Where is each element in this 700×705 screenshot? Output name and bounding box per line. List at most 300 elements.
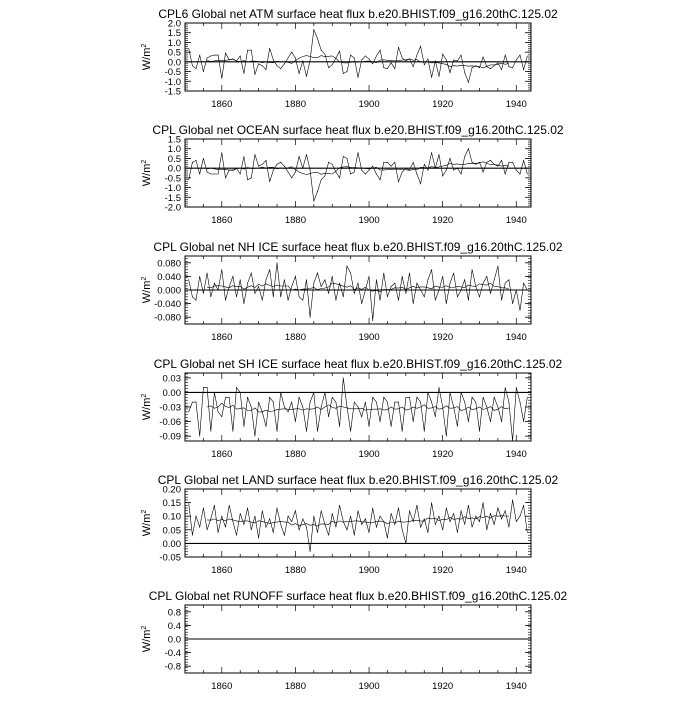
data-point xyxy=(324,392,325,393)
data-point xyxy=(306,527,307,528)
data-point xyxy=(299,296,300,297)
data-point xyxy=(339,177,340,178)
data-point xyxy=(523,283,524,284)
data-point xyxy=(302,60,303,61)
data-point xyxy=(302,168,303,169)
y-axis-label xyxy=(141,626,153,653)
data-point xyxy=(317,38,318,39)
data-point xyxy=(313,283,314,284)
data-point xyxy=(512,499,513,500)
x-tick-label: 1940 xyxy=(505,99,527,110)
panel-title: CPL6 Global net ATM surface heat flux b.e20.BHIST.f09_g16.20thC.125.02 xyxy=(158,7,558,21)
y-axis-label-unit: W/m xyxy=(141,513,153,537)
data-point xyxy=(520,639,521,640)
data-point xyxy=(203,158,204,159)
data-point xyxy=(196,402,197,403)
data-point xyxy=(251,407,252,408)
data-point xyxy=(365,56,366,57)
data-point xyxy=(343,296,344,297)
data-point xyxy=(516,290,517,291)
data-point xyxy=(446,60,447,61)
data-point xyxy=(391,513,392,514)
data-point xyxy=(210,431,211,432)
data-point xyxy=(365,402,366,403)
plot-frame xyxy=(185,489,531,557)
data-point xyxy=(266,279,267,280)
data-point xyxy=(218,55,219,56)
y-axis-label xyxy=(141,277,153,304)
annual-series-line xyxy=(189,263,528,321)
y-tick-label: -1.0 xyxy=(164,183,181,195)
annual-series-line xyxy=(189,30,528,83)
x-tick-label: 1880 xyxy=(284,99,306,110)
data-point xyxy=(413,521,414,522)
data-point xyxy=(354,172,355,173)
data-point xyxy=(520,310,521,311)
data-point xyxy=(280,392,281,393)
data-point xyxy=(435,300,436,301)
data-point xyxy=(336,300,337,301)
data-point xyxy=(350,516,351,517)
data-point xyxy=(442,407,443,408)
data-point xyxy=(523,69,524,70)
data-point xyxy=(461,510,462,511)
data-point xyxy=(332,164,333,165)
data-point xyxy=(509,402,510,403)
data-point xyxy=(450,521,451,522)
y-tick-label: 0.20 xyxy=(162,484,181,496)
data-point xyxy=(229,505,230,506)
data-point xyxy=(424,431,425,432)
data-point xyxy=(225,527,226,528)
data-point xyxy=(229,397,230,398)
data-point xyxy=(321,407,322,408)
data-point xyxy=(255,516,256,517)
data-point xyxy=(240,279,241,280)
data-point xyxy=(262,510,263,511)
data-point xyxy=(394,68,395,69)
data-point xyxy=(486,276,487,277)
data-point xyxy=(288,300,289,301)
data-point xyxy=(376,56,377,57)
panel-title: CPL Global net NH ICE surface heat flux b.e20.BHIST.f09_g16.20thC.125.02 xyxy=(153,240,563,254)
data-point xyxy=(402,58,403,59)
data-point xyxy=(214,55,215,56)
data-point xyxy=(280,68,281,69)
y-tick-label: 1.0 xyxy=(167,37,181,49)
y-tick-label: 0.8 xyxy=(167,607,181,619)
data-point xyxy=(269,397,270,398)
data-point xyxy=(486,162,487,163)
data-point xyxy=(313,516,314,517)
data-point xyxy=(203,508,204,509)
data-point xyxy=(247,397,248,398)
data-point xyxy=(387,402,388,403)
data-point xyxy=(490,160,491,161)
y-tick-label: -0.5 xyxy=(164,67,181,79)
data-point xyxy=(332,276,333,277)
data-point xyxy=(398,181,399,182)
data-point xyxy=(512,639,513,640)
data-point xyxy=(280,296,281,297)
data-point xyxy=(192,639,193,640)
data-point xyxy=(516,170,517,171)
x-tick-label: 1920 xyxy=(432,565,454,576)
data-point xyxy=(243,303,244,304)
y-tick-label: 0.00 xyxy=(162,538,181,550)
y-axis-label xyxy=(141,44,153,71)
data-point xyxy=(431,77,432,78)
data-point xyxy=(376,527,377,528)
data-point xyxy=(413,162,414,163)
y-axis-label xyxy=(141,510,153,537)
data-point xyxy=(284,166,285,167)
x-tick-label: 1920 xyxy=(432,681,454,692)
y-axis-label-superscript: 2 xyxy=(141,276,148,281)
data-point xyxy=(402,431,403,432)
data-point xyxy=(232,521,233,522)
data-point xyxy=(405,397,406,398)
data-point xyxy=(383,273,384,274)
panel-1 xyxy=(141,7,558,110)
data-point xyxy=(464,72,465,73)
data-point xyxy=(402,172,403,173)
y-tick-label: 0.0 xyxy=(167,634,181,646)
data-point xyxy=(376,402,377,403)
x-tick-label: 1880 xyxy=(284,332,306,343)
data-point xyxy=(486,407,487,408)
data-point xyxy=(251,177,252,178)
data-point xyxy=(221,516,222,517)
data-point xyxy=(520,402,521,403)
data-point xyxy=(203,71,204,72)
data-point xyxy=(225,177,226,178)
panel-2 xyxy=(141,123,564,226)
data-point xyxy=(299,529,300,530)
data-point xyxy=(479,296,480,297)
data-point xyxy=(380,516,381,517)
data-point xyxy=(490,68,491,69)
data-point xyxy=(501,519,502,520)
data-point xyxy=(196,300,197,301)
y-tick-label: -0.09 xyxy=(159,431,181,443)
y-tick-label: -0.4 xyxy=(164,648,181,660)
data-point xyxy=(523,639,524,640)
data-point xyxy=(369,426,370,427)
data-point xyxy=(516,639,517,640)
data-point xyxy=(509,527,510,528)
data-point xyxy=(442,54,443,55)
data-point xyxy=(372,166,373,167)
data-point xyxy=(483,397,484,398)
data-point xyxy=(339,426,340,427)
y-tick-label: -1.0 xyxy=(164,76,181,88)
data-point xyxy=(306,154,307,155)
data-point xyxy=(196,516,197,517)
data-point xyxy=(236,296,237,297)
y-tick-label: 0.15 xyxy=(162,498,181,510)
data-point xyxy=(214,283,215,284)
data-point xyxy=(442,176,443,177)
data-point xyxy=(291,521,292,522)
data-point xyxy=(361,524,362,525)
data-point xyxy=(479,162,480,163)
plot-frame xyxy=(185,139,531,207)
data-point xyxy=(255,293,256,294)
data-point xyxy=(464,279,465,280)
data-point xyxy=(262,65,263,66)
data-point xyxy=(247,179,248,180)
data-point xyxy=(358,283,359,284)
data-point xyxy=(225,53,226,54)
y-tick-label: 0.040 xyxy=(157,271,181,283)
data-point xyxy=(207,273,208,274)
plot-frame xyxy=(185,23,531,91)
data-point xyxy=(317,532,318,533)
data-point xyxy=(269,181,270,182)
data-point xyxy=(483,172,484,173)
data-point xyxy=(505,283,506,284)
y-tick-label: -0.06 xyxy=(159,417,181,429)
x-tick-label: 1880 xyxy=(284,565,306,576)
data-point xyxy=(439,516,440,517)
data-point xyxy=(291,52,292,53)
data-point xyxy=(354,58,355,59)
data-point xyxy=(262,164,263,165)
data-point xyxy=(251,529,252,530)
data-point xyxy=(497,508,498,509)
data-point xyxy=(372,397,373,398)
y-axis-label-superscript: 2 xyxy=(141,509,148,514)
data-point xyxy=(435,168,436,169)
data-point xyxy=(192,535,193,536)
data-point xyxy=(372,508,373,509)
data-point xyxy=(475,402,476,403)
data-point xyxy=(428,279,429,280)
data-point xyxy=(439,76,440,77)
data-point xyxy=(468,505,469,506)
data-point xyxy=(277,262,278,263)
data-point xyxy=(343,73,344,74)
data-point xyxy=(203,293,204,294)
data-point xyxy=(310,317,311,318)
data-point xyxy=(494,65,495,66)
data-point xyxy=(350,431,351,432)
data-point xyxy=(313,392,314,393)
data-point xyxy=(461,392,462,393)
data-point xyxy=(527,397,528,398)
y-axis-label-superscript: 2 xyxy=(141,159,148,164)
data-point xyxy=(295,510,296,511)
y-tick-label: -0.5 xyxy=(164,173,181,185)
data-point xyxy=(240,56,241,57)
data-point xyxy=(468,82,469,83)
data-point xyxy=(520,55,521,56)
data-point xyxy=(446,170,447,171)
y-tick-label: -1.5 xyxy=(164,192,181,204)
data-point xyxy=(383,397,384,398)
data-point xyxy=(269,48,270,49)
data-point xyxy=(461,55,462,56)
data-point xyxy=(461,174,462,175)
data-point xyxy=(413,66,414,67)
data-point xyxy=(527,532,528,533)
panel-title: CPL Global net LAND surface heat flux b.e20.BHIST.f09_g16.20thC.125.02 xyxy=(157,473,559,487)
data-point xyxy=(306,431,307,432)
data-point xyxy=(214,174,215,175)
data-point xyxy=(472,527,473,528)
data-point xyxy=(277,65,278,66)
data-point xyxy=(457,426,458,427)
data-point xyxy=(509,162,510,163)
data-point xyxy=(435,524,436,525)
data-point xyxy=(291,402,292,403)
data-point xyxy=(369,170,370,171)
data-point xyxy=(199,527,200,528)
data-point xyxy=(192,162,193,163)
data-point xyxy=(472,397,473,398)
data-point xyxy=(192,402,193,403)
data-point xyxy=(221,152,222,153)
data-point xyxy=(387,162,388,163)
data-point xyxy=(218,532,219,533)
data-point xyxy=(420,527,421,528)
data-point xyxy=(497,62,498,63)
data-point xyxy=(350,55,351,56)
y-tick-label: 0.0 xyxy=(167,163,181,175)
data-point xyxy=(402,276,403,277)
y-tick-label: -0.080 xyxy=(154,312,181,324)
data-point xyxy=(479,431,480,432)
data-point xyxy=(391,286,392,287)
data-point xyxy=(523,505,524,506)
y-axis-label-unit: W/m xyxy=(141,47,153,71)
data-point xyxy=(464,402,465,403)
data-point xyxy=(512,303,513,304)
y-axis-label xyxy=(141,160,153,187)
data-point xyxy=(203,639,204,640)
data-point xyxy=(280,524,281,525)
data-point xyxy=(361,60,362,61)
data-point xyxy=(321,179,322,180)
data-point xyxy=(347,529,348,530)
data-point xyxy=(391,166,392,167)
data-point xyxy=(350,273,351,274)
data-point xyxy=(475,65,476,66)
data-point xyxy=(295,172,296,173)
data-point xyxy=(255,154,256,155)
data-point xyxy=(207,58,208,59)
data-point xyxy=(501,300,502,301)
data-point xyxy=(273,402,274,403)
data-point xyxy=(196,639,197,640)
y-tick-label: -2.0 xyxy=(164,202,181,214)
data-point xyxy=(277,431,278,432)
data-point xyxy=(284,279,285,280)
data-point xyxy=(398,300,399,301)
data-point xyxy=(435,416,436,417)
data-point xyxy=(457,60,458,61)
data-point xyxy=(328,416,329,417)
y-tick-label: -0.03 xyxy=(159,402,181,414)
y-tick-label: 1.5 xyxy=(167,28,181,40)
data-point xyxy=(464,156,465,157)
data-point xyxy=(188,48,189,49)
data-point xyxy=(288,172,289,173)
data-point xyxy=(483,502,484,503)
data-point xyxy=(199,436,200,437)
data-point xyxy=(295,421,296,422)
data-point xyxy=(369,276,370,277)
data-point xyxy=(468,300,469,301)
data-point xyxy=(232,276,233,277)
data-point xyxy=(240,513,241,514)
data-point xyxy=(516,60,517,61)
data-point xyxy=(464,524,465,525)
data-point xyxy=(343,156,344,157)
data-point xyxy=(402,529,403,530)
y-tick-label: -0.05 xyxy=(159,552,181,564)
data-point xyxy=(332,397,333,398)
x-tick-label: 1860 xyxy=(211,681,233,692)
data-point xyxy=(450,72,451,73)
data-point xyxy=(446,303,447,304)
data-point xyxy=(269,519,270,520)
data-point xyxy=(188,179,189,180)
data-point xyxy=(321,50,322,51)
data-point xyxy=(354,402,355,403)
data-point xyxy=(365,174,366,175)
data-point xyxy=(214,505,215,506)
data-point xyxy=(306,76,307,77)
data-point xyxy=(306,279,307,280)
data-point xyxy=(424,519,425,520)
x-tick-label: 1900 xyxy=(358,565,380,576)
data-point xyxy=(324,54,325,55)
data-point xyxy=(394,283,395,284)
data-point xyxy=(196,160,197,161)
data-point xyxy=(369,59,370,60)
data-point xyxy=(236,387,237,388)
data-point xyxy=(321,286,322,287)
data-point xyxy=(199,55,200,56)
data-point xyxy=(490,421,491,422)
data-point xyxy=(199,276,200,277)
data-point xyxy=(324,279,325,280)
data-point xyxy=(358,407,359,408)
data-point xyxy=(450,158,451,159)
x-tick-label: 1880 xyxy=(284,681,306,692)
data-point xyxy=(483,283,484,284)
x-tick-label: 1920 xyxy=(432,449,454,460)
x-tick-label: 1920 xyxy=(432,99,454,110)
data-point xyxy=(453,60,454,61)
data-point xyxy=(207,529,208,530)
data-point xyxy=(380,50,381,51)
data-point xyxy=(428,170,429,171)
y-tick-label: -0.040 xyxy=(154,299,181,311)
data-point xyxy=(453,273,454,274)
data-point xyxy=(505,174,506,175)
data-point xyxy=(505,387,506,388)
data-point xyxy=(420,46,421,47)
data-point xyxy=(295,276,296,277)
data-point xyxy=(358,510,359,511)
data-point xyxy=(218,174,219,175)
data-point xyxy=(453,513,454,514)
data-point xyxy=(361,416,362,417)
data-point xyxy=(431,502,432,503)
